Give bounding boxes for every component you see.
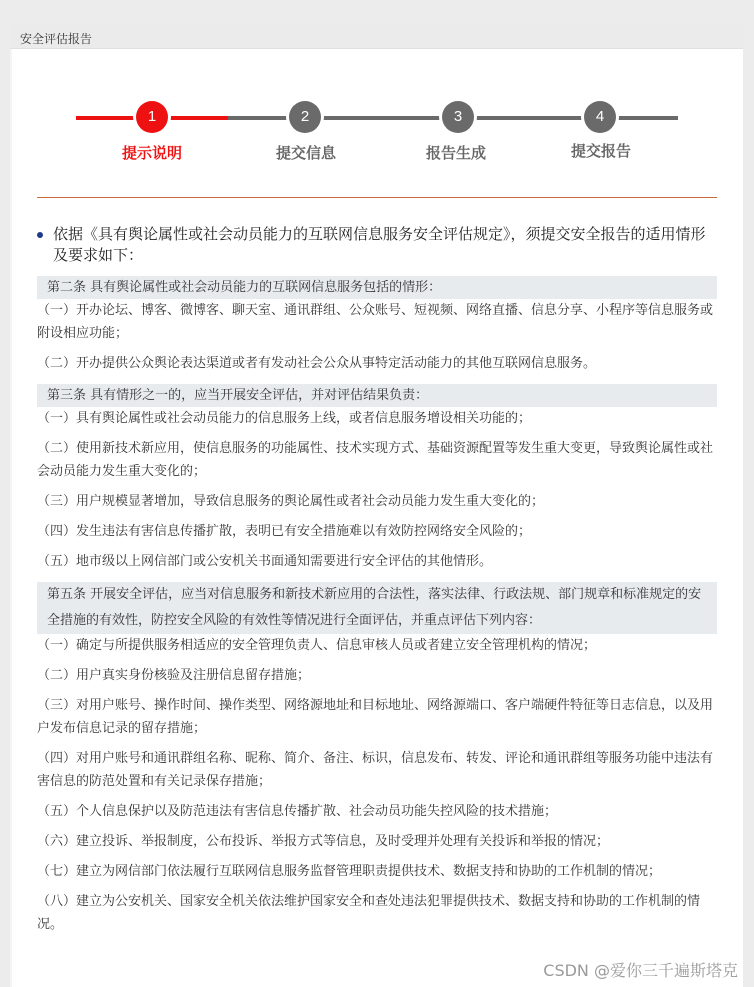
step-2-label[interactable]: 提交信息 [275,144,336,162]
step-4-label[interactable]: 提交报告 [570,142,631,160]
panel-title: 安全评估报告 [20,32,93,46]
article-5-item-1: （一）确定与所提供服务相适应的安全管理负责人、信息审核人员或者建立安全管理机构的情况； [37,638,597,653]
article-5-item-4: （四）对用户账号和通讯群组名称、昵称、简介、备注、标识，信息发布、转发、评论和通讯群组等服务功能中违法有害信息的防范处置和有关记录保存措施； [37,751,714,789]
article-3-item-1: （一）具有舆论属性或社会动员能力的信息服务上线，或者信息服务增设相关功能的； [37,411,532,426]
article-5-item-7: （七）建立为网信部门依法履行互联网信息服务监督管理职责提供技术、数据支持和协助的工作机制的情况； [37,864,662,879]
panel-left-border [10,49,12,987]
watermark: CSDN @爱你三千遍斯塔克 [543,961,738,980]
article-3-item-5: （五）地市级以上网信部门或公安机关书面通知需要进行安全评估的其他情形。 [37,554,493,569]
step-2-circle[interactable]: 2 [289,101,321,133]
step-3-label[interactable]: 报告生成 [425,144,486,162]
article-5-heading: 第五条 开展安全评估，应当对信息服务和新技术新应用的合法性，落实法律、行政法规、部门规章和标准规定的安全措施的有效性，防控安全风险的有效性等情况进行全面评估，并重点评估下列内容： [37,582,717,634]
article-5-item-6: （六）建立投诉、举报制度，公布投诉、举报方式等信息，及时受理并处理有关投诉和举报的情况； [37,834,610,849]
article-2-heading: 第二条 具有舆论属性或社会动员能力的互联网信息服务包括的情形： [37,276,717,299]
article-3-heading: 第三条 具有情形之一的，应当开展安全评估，并对评估结果负责： [37,384,717,407]
intro-paragraph [37,224,717,266]
regulation-content [37,224,717,936]
article-5-item-5: （五）个人信息保护以及防范违法有害信息传播扩散、社会动员功能失控风险的技术措施； [37,804,558,819]
article-2-item-2: （二）开办提供公众舆论表达渠道或者有发动社会公众从事特定活动能力的其他互联网信息服务。 [37,356,597,371]
article-2-item-1: （一）开办论坛、博客、微博客、聊天室、通讯群组、公众账号、短视频、网络直播、信息分享、小程序等信息服务或附设相应功能； [37,303,714,341]
step-4-circle[interactable]: 4 [584,101,616,133]
article-5-item-8: （八）建立为公安机关、国家安全机关依法维护国家安全和查处违法犯罪提供技术、数据支持和协助的工作机制的情况。 [37,894,701,932]
step-1-circle[interactable]: 1 [136,101,168,133]
panel-header [10,25,743,49]
article-3-item-3: （三）用户规模显著增加，导致信息服务的舆论属性或者社会动员能力发生重大变化的； [37,494,545,509]
article-3-item-2: （二）使用新技术新应用，使信息服务的功能属性、技术实现方式、基础资源配置等发生重大变更，导致舆论属性或社会动员能力发生重大变化的； [37,441,714,479]
intro-text: 依据《具有舆论属性或社会动员能力的互联网信息服务安全评估规定》，须提交安全报告的适用情形及要求如下： [53,225,706,264]
section-divider [37,197,717,198]
bullet-icon [37,232,43,238]
step-1-label[interactable]: 提示说明 [121,144,182,162]
article-5-item-3: （三）对用户账号、操作时间、操作类型、网络源地址和目标地址、网络源端口、客户端硬件特征等日志信息，以及用户发布信息记录的留存措施； [37,698,714,736]
article-3-item-4: （四）发生违法有害信息传播扩散，表明已有安全措施难以有效防控网络安全风险的； [37,524,532,539]
step-3-circle[interactable]: 3 [442,101,474,133]
article-5-item-2: （二）用户真实身份核验及注册信息留存措施； [37,668,311,683]
